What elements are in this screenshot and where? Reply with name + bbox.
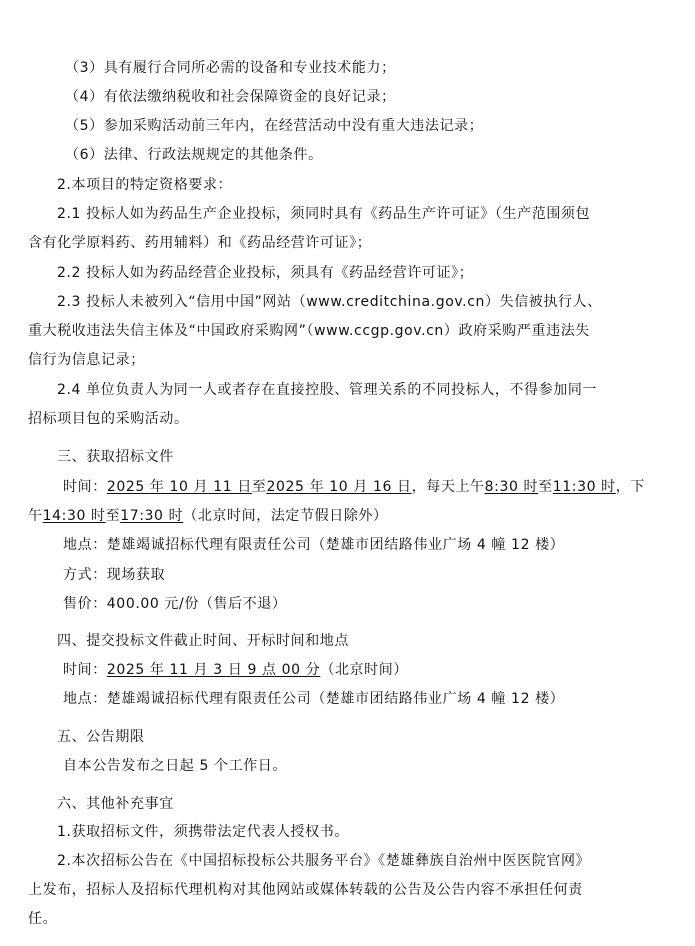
qualification-item-5: （5）参加采购活动前三年内，在经营活动中没有重大违法记录； — [65, 118, 484, 134]
time-note: （北京时间，法定节假日除外） — [183, 508, 388, 524]
special-requirements-heading: 2.本项目的特定资格要求： — [57, 177, 233, 193]
pm-prefix: 午 — [28, 508, 43, 524]
to-word: 至 — [538, 479, 553, 495]
to-word: 至 — [251, 479, 267, 495]
section-3-time-line2 — [28, 506, 388, 526]
section-3-heading: 三、获取招标文件 — [57, 449, 174, 465]
qualification-item-4: （4）有依法缴纳税收和社会保障资金的良好记录； — [65, 89, 396, 105]
special-req-2-4-line1: 2.4 单位负责人为同一人或者存在直接控股、管理关系的不同投标人，不得参加同一 — [57, 382, 598, 398]
section-6-item-2-line3: 任。 — [28, 911, 58, 927]
section-3-method: 方式：现场获取 — [63, 567, 166, 583]
section-3-location: 地点：楚雄竭诚招标代理有限责任公司（楚雄市团结路伟业广场 4 幢 12 楼） — [63, 537, 565, 553]
special-req-2-2: 2.2 投标人如为药品经营企业投标，须具有《药品经营许可证》； — [57, 265, 474, 281]
section-6-item-1: 1.获取招标文件，须携带法定代表人授权书。 — [57, 824, 349, 840]
section-4-time — [63, 660, 408, 680]
pm-label: ，下 — [615, 479, 645, 495]
deadline: 2025 年 11 月 3 日 9 点 00 分 — [106, 662, 321, 678]
section-3-time-line1 — [63, 477, 645, 497]
special-req-2-4-line2: 招标项目包的采购活动。 — [28, 411, 189, 427]
section-4-heading: 四、提交投标文件截止时间、开标时间和地点 — [57, 633, 349, 649]
pm-start: 14:30 时 — [42, 508, 106, 524]
special-req-2-3-line2: 重大税收违法失信主体及“中国政府采购网”（www.ccgp.gov.cn）政府采购严重违法失 — [28, 323, 590, 339]
section-3-price: 售价：400.00 元/份（售后不退） — [63, 596, 287, 612]
time-label: 时间： — [63, 479, 107, 495]
start-date: 2025 年 10 月 11 日 — [106, 479, 252, 495]
section-4-location: 地点：楚雄竭诚招标代理有限责任公司（楚雄市团结路伟业广场 4 幢 12 楼） — [63, 691, 565, 707]
am-end: 11:30 时 — [552, 479, 616, 495]
time-label: 时间： — [63, 662, 107, 678]
section-6-heading: 六、其他补充事宜 — [57, 796, 174, 812]
section-5-text: 自本公告发布之日起 5 个工作日。 — [63, 758, 288, 774]
section-5-heading: 五、公告期限 — [57, 729, 145, 745]
section-6-item-2-line1: 2.本次招标公告在《中国招标投标公共服务平台》《楚雄彝族自治州中医医院官网》 — [57, 853, 591, 869]
pm-end: 17:30 时 — [120, 508, 184, 524]
am-start: 8:30 时 — [484, 479, 539, 495]
daily-text: ，每天上午 — [411, 479, 485, 495]
qualification-item-6: （6）法律、行政法规规定的其他条件。 — [65, 147, 323, 163]
qualification-item-3: （3）具有履行合同所必需的设备和专业技术能力； — [65, 60, 396, 76]
to-word: 至 — [105, 508, 121, 524]
special-req-2-1-line2: 含有化学原料药、药用辅料）和《药品经营许可证》； — [28, 235, 372, 251]
special-req-2-1-line1: 2.1 投标人如为药品生产企业投标，须同时具有《药品生产许可证》（生产范围须包 — [57, 206, 591, 222]
time-note: （北京时间） — [320, 662, 408, 678]
end-date: 2025 年 10 月 16 日 — [266, 479, 412, 495]
special-req-2-3-line1: 2.3 投标人未被列入“信用中国”网站（www.creditchina.gov.cn）失信被执行人、 — [57, 294, 602, 310]
special-req-2-3-line3: 信行为信息记录； — [28, 352, 145, 368]
section-6-item-2-line2: 上发布，招标人及招标代理机构对其他网站或媒体转载的公告及公告内容不承担任何责 — [28, 882, 583, 898]
